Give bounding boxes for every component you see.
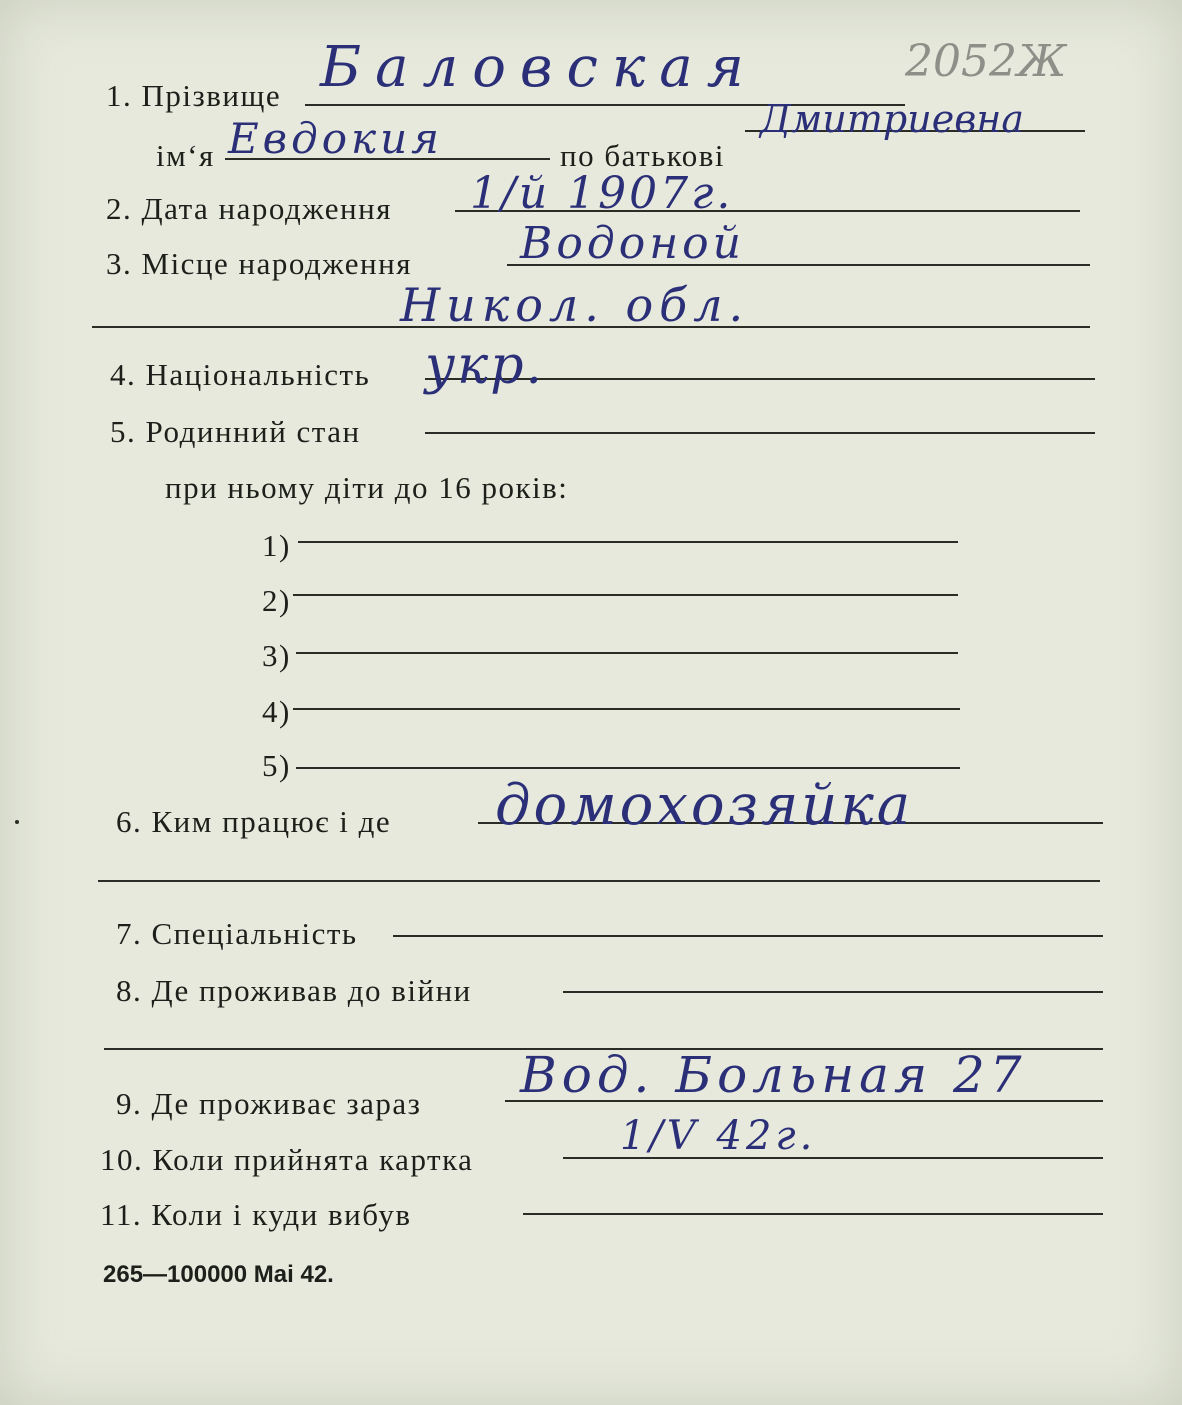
specialty-line (393, 935, 1103, 937)
birth-date-entry: 1/й 1907г. (470, 168, 734, 219)
child-5-label: 5) (262, 748, 291, 783)
card-accepted-label: 10. Коли прийнята картка (100, 1142, 474, 1177)
birth-place-entry-1: Водоной (520, 218, 746, 269)
specialty-label: 7. Спеціальність (116, 916, 358, 951)
occupation-label: 6. Ким працює і де (116, 804, 392, 839)
child-3-line (296, 652, 958, 654)
marital-status-line (425, 432, 1095, 434)
birth-date-label: 2. Дата народження (106, 191, 392, 226)
child-2-line (293, 594, 958, 596)
birth-place-line-2 (92, 326, 1090, 328)
card-number-pencil: 2052Ж (905, 36, 1067, 87)
card-accepted-entry: 1/V 42г. (620, 1113, 817, 1159)
birth-place-entry-2: Никол. обл. (400, 278, 750, 332)
departure-line (523, 1213, 1103, 1215)
children-label: при ньому діти до 16 років: (165, 470, 569, 505)
departure-label: 11. Коли і куди вибув (100, 1197, 412, 1232)
current-residence-entry: Вод. Больная 27 (520, 1046, 1027, 1104)
child-3-label: 3) (262, 638, 291, 673)
prewar-residence-label: 8. Де проживав до війни (116, 973, 472, 1008)
current-residence-label: 9. Де проживає зараз (116, 1086, 422, 1121)
first-name-entry: Евдокия (228, 114, 443, 163)
marital-status-label: 5. Родинний стан (110, 414, 361, 449)
patronymic-label: по батькові (560, 138, 725, 173)
first-name-label: ім‘я (156, 138, 215, 173)
child-5-line (296, 767, 960, 769)
child-1-label: 1) (262, 528, 291, 563)
child-2-label: 2) (262, 583, 291, 618)
paper-speck (15, 820, 19, 824)
occupation-entry: домохозяйка (495, 773, 914, 838)
prewar-residence-line (563, 991, 1103, 993)
patronymic-entry: Дмитриевна (760, 97, 1024, 141)
nationality-entry: укр. (425, 336, 545, 396)
nationality-label: 4. Національність (110, 357, 371, 392)
child-4-label: 4) (262, 694, 291, 729)
surname-label: 1. Прізвище (106, 78, 282, 113)
surname-entry: Баловская (320, 35, 758, 100)
occupation-line-2 (98, 880, 1100, 882)
child-1-line (298, 541, 958, 543)
child-4-line (293, 708, 960, 710)
birth-place-label: 3. Місце народження (106, 246, 412, 281)
print-run-footer: 265—100000 Mai 42. (103, 1261, 334, 1288)
